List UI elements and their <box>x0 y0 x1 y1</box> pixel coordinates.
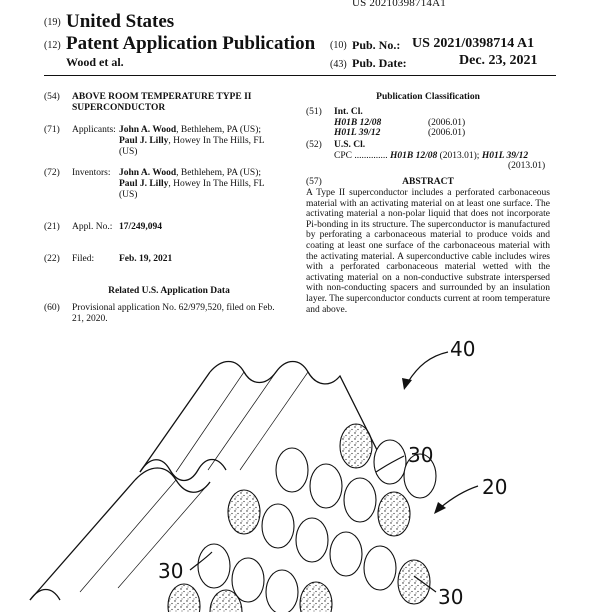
cpc-1-year: (2013.01); <box>439 151 480 161</box>
code-12: (12) <box>44 40 61 51</box>
applicant-2 <box>119 136 265 147</box>
code-43: (43) <box>330 59 347 70</box>
applicant-2-name: Paul J. Lilly <box>119 136 169 146</box>
applicant-1 <box>119 125 261 136</box>
inventor-2-name: Paul J. Lilly <box>119 179 169 189</box>
abstract-text: A Type II superconductor includes a perforated carbonaceous material with an activating material on at least one surface. The activating material a non-polar liquid that does not incorporate Pi-bonding in its structure. The superconductor is manufactured by perforating a carbonaceous material to produce voids and coating at least one surface of the carbonaceous material with the activating material. A superconductive cable includes wires with a perforated carbonaceous material wetted with the activating material on a non-conductive substrate interspersed with non-conducting spacers and surrounded by an insulation layer. The superconductor conducts current at room temperature and above. <box>306 188 550 315</box>
applicants-code: (71) <box>44 125 60 135</box>
pub-date-value: Dec. 23, 2021 <box>459 53 538 68</box>
appl-label: Appl. No.: <box>72 222 113 232</box>
related-data-heading: Related U.S. Application Data <box>108 286 230 296</box>
intcl-label: Int. Cl. <box>334 107 363 117</box>
abstract-heading: ABSTRACT <box>402 177 454 187</box>
authors: Wood et al. <box>66 55 124 69</box>
cpc-label: CPC .............. <box>334 151 388 161</box>
publication-type: Patent Application Publication <box>66 33 316 54</box>
ref-label-20: 20 <box>482 475 508 499</box>
header-divider <box>44 75 556 76</box>
ref-label-40: 40 <box>450 337 476 361</box>
pub-no-value: US 2021/0398714 A1 <box>412 36 535 51</box>
top-publication-number: US 20210398714A1 <box>352 0 446 9</box>
applicant-1-location: , Bethlehem, PA (US); <box>176 125 262 135</box>
cpc-1-class: H01B 12/08 <box>389 151 438 161</box>
inventor-1-location: , Bethlehem, PA (US); <box>176 168 262 178</box>
wire-bundle <box>168 424 436 612</box>
cpc-2-year: (2013.01) <box>508 161 546 171</box>
country: United States <box>66 11 175 32</box>
pub-date-label: Pub. Date: <box>352 56 407 70</box>
intcl-1-year: (2006.01) <box>428 118 466 128</box>
uscl-code: (52) <box>306 140 322 150</box>
intcl-2-year: (2006.01) <box>428 128 466 138</box>
inventor-2-location: , Howey In The Hills, FL <box>168 179 265 189</box>
uscl-label: U.S. Cl. <box>334 140 366 150</box>
inventor-1 <box>119 168 261 179</box>
ref-label-30-top: 30 <box>408 443 434 467</box>
title-line-1: ABOVE ROOM TEMPERATURE TYPE II <box>72 92 252 102</box>
filed-value: Feb. 19, 2021 <box>119 254 173 264</box>
cpc-2-class: H01L 39/12 <box>481 151 529 161</box>
provisional-line-1: Provisional application No. 62/979,520, filed on Feb. <box>72 303 275 313</box>
inventor-1-name: John A. Wood <box>119 168 177 178</box>
code-19: (19) <box>44 17 61 28</box>
leader-20 <box>440 486 478 508</box>
cpc-line <box>334 151 528 162</box>
appl-value: 17/249,094 <box>119 222 163 232</box>
applicant-1-name: John A. Wood <box>119 125 177 135</box>
provisional-code: (60) <box>44 303 60 313</box>
ref-label-30-right: 30 <box>438 585 464 609</box>
provisional-line-2: 21, 2020. <box>72 314 108 324</box>
filed-label: Filed: <box>72 254 95 264</box>
patent-figure <box>0 330 600 612</box>
leader-40 <box>408 352 448 382</box>
applicants-label: Applicants: <box>72 125 116 135</box>
filed-code: (22) <box>44 254 60 264</box>
inventors-code: (72) <box>44 168 60 178</box>
classification-heading: Publication Classification <box>376 92 480 102</box>
pub-no-label: Pub. No.: <box>352 38 401 52</box>
code-10: (10) <box>330 40 347 51</box>
intcl-code: (51) <box>306 107 322 117</box>
title-code: (54) <box>44 92 60 102</box>
wire-end-dotted <box>340 424 372 468</box>
applicant-2-country: (US) <box>119 147 138 157</box>
abstract-code: (57) <box>306 177 322 187</box>
applicant-2-location: , Howey In The Hills, FL <box>168 136 265 146</box>
inventor-2-country: (US) <box>119 190 138 200</box>
title-line-2: SUPERCONDUCTOR <box>72 103 166 113</box>
appl-code: (21) <box>44 222 60 232</box>
ref-label-30-left: 30 <box>158 559 184 583</box>
inventor-2 <box>119 179 265 190</box>
intcl-2-class: H01L 39/12 <box>334 128 381 138</box>
inventors-label: Inventors: <box>72 168 111 178</box>
intcl-1-class: H01B 12/08 <box>334 118 382 128</box>
